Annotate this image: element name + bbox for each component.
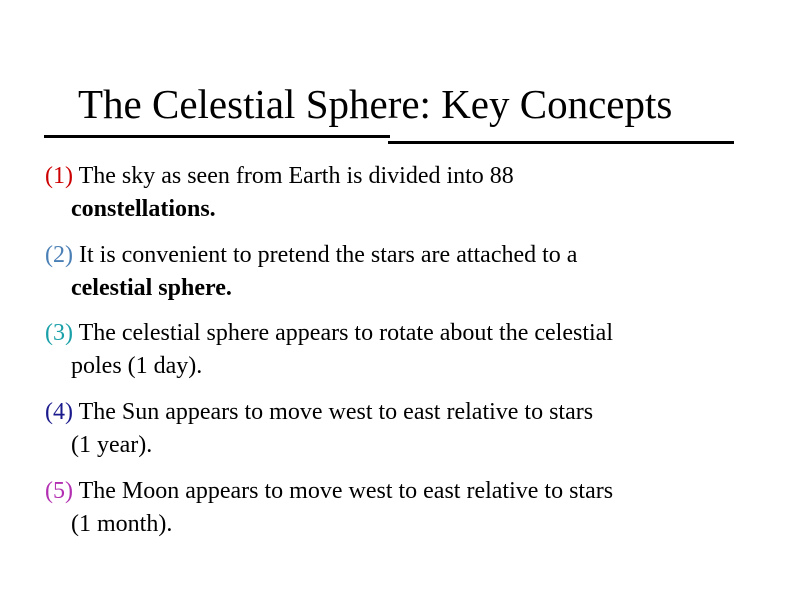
item-text: The sky as seen from Earth is divided into 88 xyxy=(78,163,514,189)
item-number: (3) xyxy=(45,320,73,346)
item-text-continued: constellations. xyxy=(71,196,216,222)
list-item xyxy=(45,160,765,226)
item-number: (5) xyxy=(45,478,73,504)
item-text-continued: (1 month). xyxy=(71,511,173,537)
item-text: It is convenient to pretend the stars are attached to a xyxy=(78,242,578,268)
item-text: The Moon appears to move west to east relative to stars xyxy=(78,478,614,504)
item-text-continued: (1 year). xyxy=(71,432,153,458)
list-item xyxy=(45,475,765,541)
item-text-continued: poles (1 day). xyxy=(71,353,203,379)
slide-title: The Celestial Sphere: Key Concepts xyxy=(78,81,673,127)
list-item xyxy=(45,396,765,462)
item-number: (4) xyxy=(45,399,73,425)
item-text-continued: celestial sphere. xyxy=(71,275,232,301)
list-item xyxy=(45,239,765,305)
list-item xyxy=(45,317,765,383)
item-text: The celestial sphere appears to rotate about the celestial xyxy=(78,320,613,346)
item-number: (2) xyxy=(45,242,73,268)
item-number: (1) xyxy=(45,163,73,189)
item-text: The Sun appears to move west to east relative to stars xyxy=(78,399,594,425)
